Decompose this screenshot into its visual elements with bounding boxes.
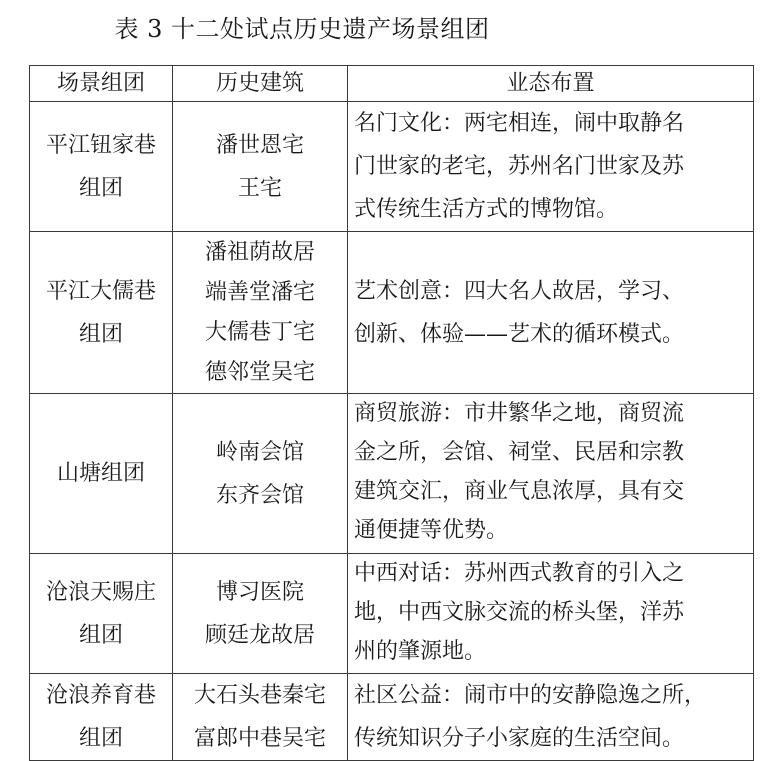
group-line: 组团 [78,321,123,347]
group-line: 组团 [78,622,123,648]
business-line: 门世家的老宅，苏州名门世家及苏 [354,154,685,179]
group-line: 组团 [78,175,123,201]
business-cell [348,554,754,674]
building-name: 顾廷龙故居 [204,622,315,648]
table-row [30,232,754,394]
building-name: 德邻堂吴宅 [204,359,315,385]
building-name: 大石头巷秦宅 [193,683,326,708]
group-cell [30,674,173,761]
group-line: 平江大儒巷 [45,278,156,304]
building-name: 潘祖荫故居 [204,239,315,265]
buildings-cell [173,674,348,761]
header-scene-group: 场景组团 [30,66,173,102]
building-name: 博习医院 [215,579,304,605]
group-cell [30,554,173,674]
business-line: 中西对话：苏州西式教育的引入之 [354,561,685,586]
scene-group-table [29,65,754,761]
buildings-cell [173,232,348,394]
building-name: 东齐会馆 [215,482,304,508]
building-name: 王宅 [237,175,282,201]
business-line: 地，中西文脉交流的桥头堡，洋苏 [354,600,685,625]
group-line: 平江钮家巷 [45,132,156,158]
business-line: 创新、体验——艺术的循环模式。 [354,321,685,347]
header-business-layout: 业态布置 [348,66,754,102]
buildings-cell [173,102,348,232]
building-name: 端善堂潘宅 [204,279,315,305]
group-line: 组团 [78,726,123,751]
business-line: 传统知识分子小家庭的生活空间。 [354,726,685,751]
building-name: 岭南会馆 [215,439,304,465]
group-cell [30,232,173,394]
group-line: 沧浪天赐庄 [45,579,156,605]
table-row [30,102,754,232]
buildings-cell [173,394,348,554]
business-cell [348,102,754,232]
business-cell [348,394,754,554]
table-caption: 表 3 十二处试点历史遗产场景组团 [114,15,490,43]
table-row [30,554,754,674]
business-line: 建筑交汇，商业气息浓厚，具有交 [354,479,685,504]
business-line: 社区公益：闹市中的安静隐逸之所， [354,683,707,708]
table-header-row [30,66,754,102]
business-line: 艺术创意：四大名人故居，学习、 [354,278,685,304]
buildings-cell [173,554,348,674]
business-line: 名门文化：两宅相连，闹中取静名 [354,111,685,136]
business-cell [348,232,754,394]
group-line: 山塘组团 [56,461,145,486]
building-name: 潘世恩宅 [215,132,304,158]
table-row [30,674,754,761]
header-historic-buildings: 历史建筑 [173,66,348,102]
group-cell [30,394,173,554]
business-line: 通便捷等优势。 [354,518,509,543]
business-cell [348,674,754,761]
business-line: 金之所，会馆、祠堂、民居和宗教 [354,440,685,465]
building-name: 富郎中巷吴宅 [193,726,326,751]
business-line: 州的肇源地。 [354,639,487,664]
business-line: 式传统生活方式的博物馆。 [354,197,619,222]
business-line: 商贸旅游：市井繁华之地，商贸流 [354,401,685,426]
group-line: 沧浪养育巷 [45,683,156,708]
building-name: 大儒巷丁宅 [204,319,315,345]
group-cell [30,102,173,232]
table-row [30,394,754,554]
